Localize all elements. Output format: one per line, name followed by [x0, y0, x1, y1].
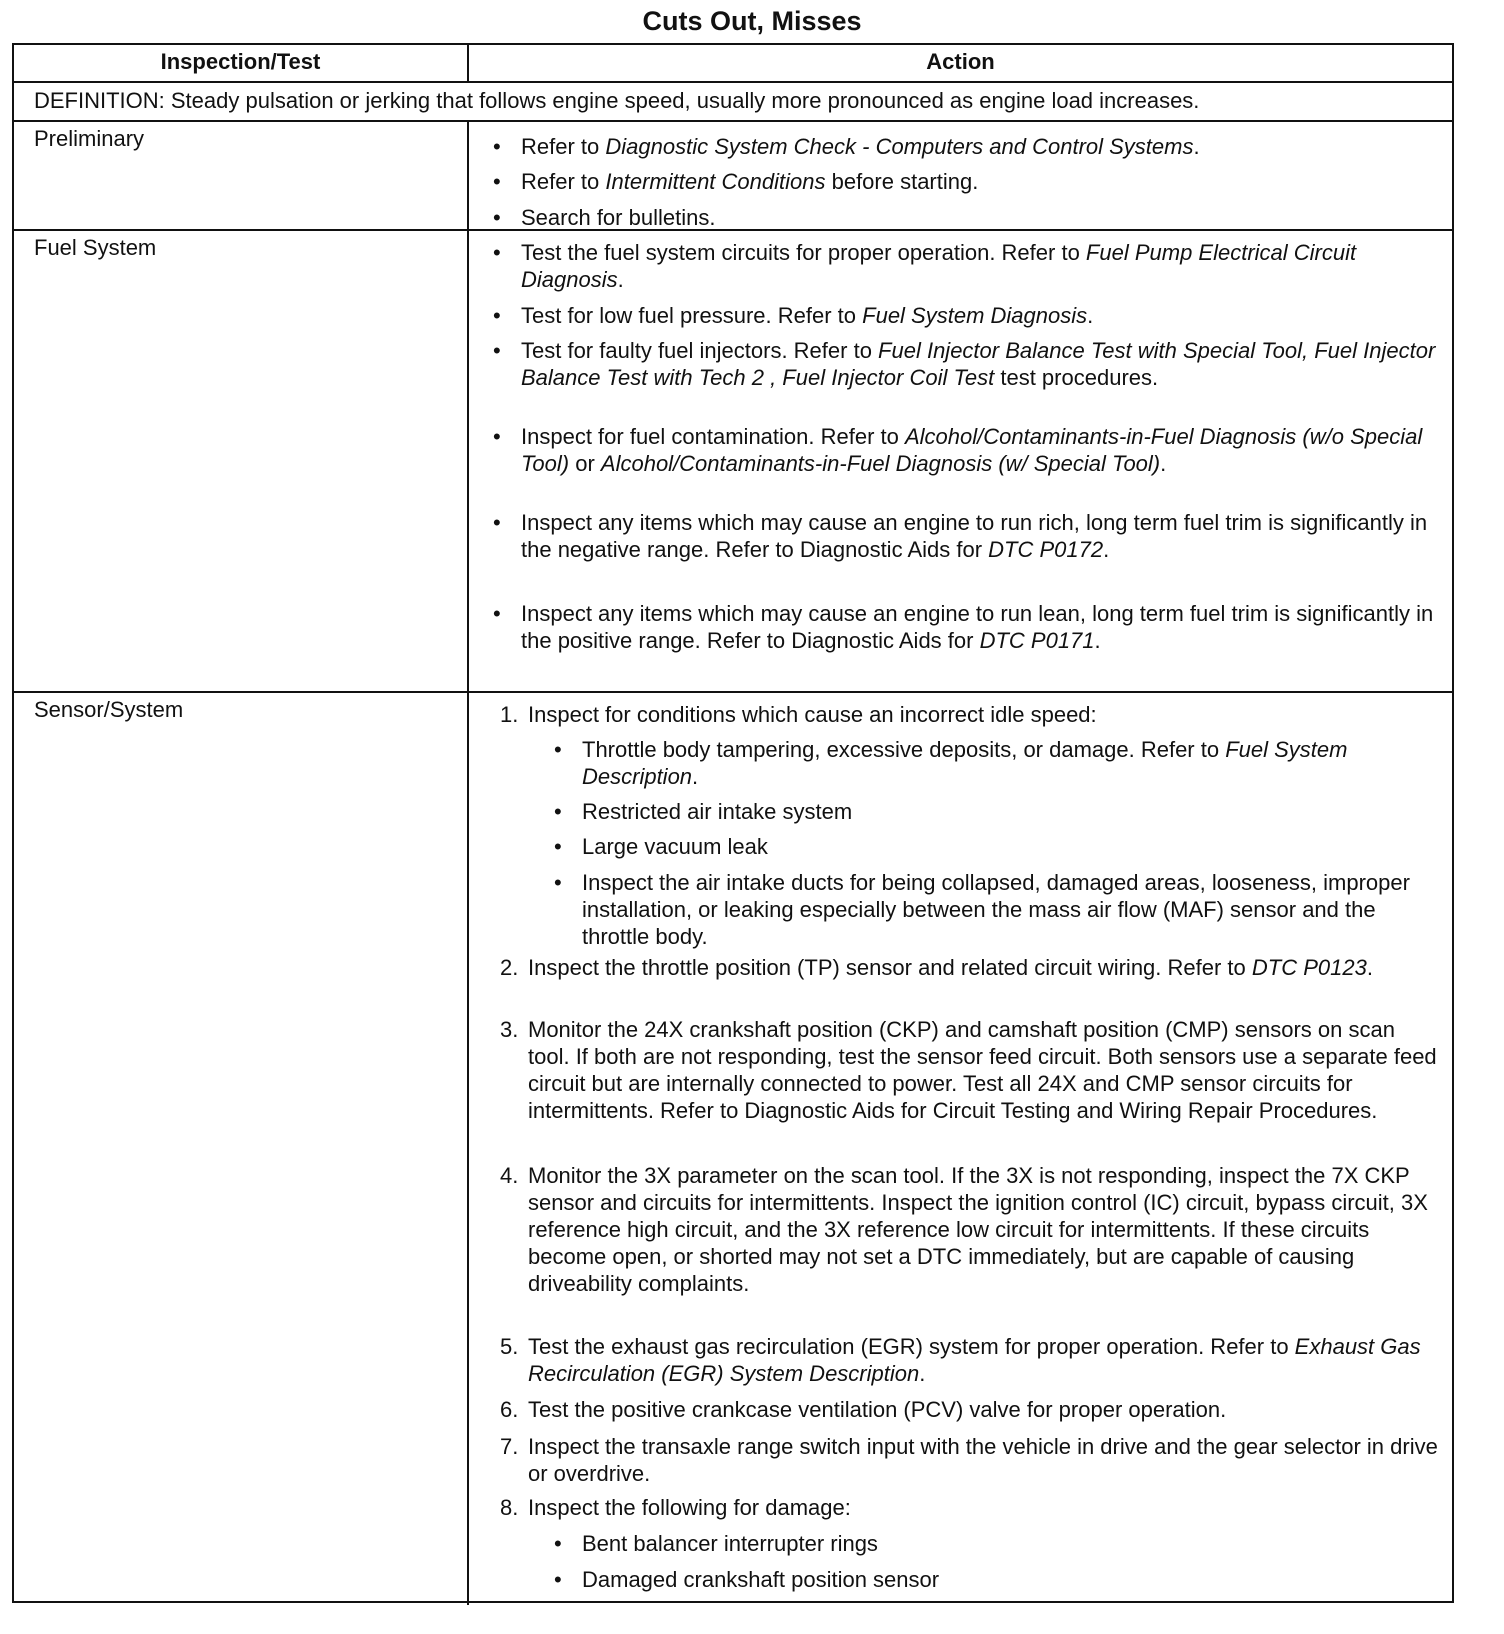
bullet-icon: •	[493, 424, 501, 449]
item-text: .	[1193, 134, 1200, 159]
sub-list-item	[554, 1530, 1440, 1557]
list-item	[493, 302, 1440, 329]
reference-text: Fuel System Description	[582, 737, 1348, 789]
sub-list-item	[554, 869, 1440, 950]
row-label: Fuel System	[34, 235, 157, 260]
reference-text: Fuel Pump Electrical Circuit Diagnosis	[521, 240, 1357, 292]
reference-text: Alcohol/Contaminants-in-Fuel Diagnosis (w/ Special Tool)	[600, 451, 1161, 476]
item-text: Test for faulty fuel injectors. Refer to	[521, 338, 879, 363]
item-text: Refer to	[521, 134, 606, 159]
list-item	[493, 239, 1440, 293]
list-number: 6.	[500, 1397, 519, 1422]
item-text: .	[692, 764, 699, 789]
reference-text: DTC P0171	[979, 628, 1095, 653]
list-item	[500, 701, 1440, 728]
item-text: Damaged crankshaft position sensor	[582, 1567, 940, 1592]
item-text: Monitor the 24X crankshaft position (CKP) and camshaft position (CMP) sensors on scan tool. If both are not responding, test the sensor feed circuit. Both sensors use a separate feed circuit but are internally connected to power. Test all 24X and CMP sensor circuits for intermittents. Refer to Diagnostic Aids for Circuit Testing and Wiring Repair Procedures.	[528, 1017, 1437, 1123]
list-number: 4.	[500, 1163, 519, 1188]
table-row	[14, 231, 1452, 693]
item-text: Large vacuum leak	[582, 834, 768, 859]
item-text: Restricted air intake system	[582, 799, 853, 824]
item-text: Search for bulletins.	[521, 205, 716, 230]
bullet-icon: •	[493, 338, 501, 363]
list-item	[493, 600, 1440, 654]
item-text: Test the exhaust gas recirculation (EGR) system for proper operation. Refer to	[528, 1334, 1295, 1359]
list-number: 7.	[500, 1434, 519, 1459]
page-title: Cuts Out, Misses	[642, 6, 862, 36]
sub-list-item	[554, 736, 1440, 790]
item-text: .	[1087, 303, 1094, 328]
reference-text: Intermittent Conditions	[605, 169, 826, 194]
bullet-icon: •	[554, 1531, 562, 1556]
list-item	[493, 133, 1440, 160]
header-inspection: Inspection/Test	[160, 49, 321, 74]
item-text: Inspect the air intake ducts for being collapsed, damaged areas, looseness, improper installation, or leaking especially between the mass air flow (MAF) sensor and the throttle body.	[582, 870, 1410, 949]
table-row	[14, 693, 1452, 1605]
definition-text: DEFINITION: Steady pulsation or jerking that follows engine speed, usually more pronounced as engine load increases.	[34, 88, 1200, 113]
item-text: Refer to	[521, 169, 606, 194]
list-item	[493, 423, 1440, 477]
bullet-icon: •	[493, 134, 501, 159]
bullet-icon: •	[493, 169, 501, 194]
list-item	[493, 204, 1440, 231]
reference-text: Fuel System Diagnosis	[862, 303, 1088, 328]
item-text: test procedures.	[994, 365, 1159, 390]
header-row	[14, 45, 1452, 83]
list-item	[493, 337, 1440, 391]
bullet-icon: •	[493, 510, 501, 535]
item-text: Test the fuel system circuits for proper operation. Refer to	[521, 240, 1086, 265]
bullet-icon: •	[554, 1567, 562, 1592]
sub-list-item	[554, 1566, 1440, 1593]
bullet-icon: •	[493, 303, 501, 328]
list-item	[500, 954, 1440, 981]
item-text: Inspect the transaxle range switch input with the vehicle in drive and the gear selector in drive or overdrive.	[528, 1434, 1438, 1486]
bullet-icon: •	[493, 240, 501, 265]
item-text: .	[1094, 628, 1101, 653]
item-text: .	[1160, 451, 1167, 476]
list-item	[500, 1433, 1440, 1487]
bullet-icon: •	[554, 737, 562, 762]
item-text: .	[1103, 537, 1110, 562]
item-text: Inspect the throttle position (TP) sensor and related circuit wiring. Refer to	[528, 955, 1252, 980]
item-text: Inspect the following for damage:	[528, 1495, 851, 1520]
item-text: Test for low fuel pressure. Refer to	[521, 303, 863, 328]
reference-text: DTC P0123	[1251, 955, 1367, 980]
list-item	[500, 1016, 1440, 1124]
reference-text: Diagnostic System Check - Computers and Control Systems	[605, 134, 1194, 159]
item-text: Monitor the 3X parameter on the scan tool. If the 3X is not responding, inspect the 7X CKP sensor and circuits for intermittents. Inspect the ignition control (IC) circuit, bypass circuit, 3X reference high circuit, and the 3X reference low circuit for intermittents. If these circuits become open, or shorted may not set a DTC immediately, but are capable of causing driveability complaints.	[528, 1163, 1428, 1296]
item-text: Bent balancer interrupter rings	[582, 1531, 878, 1556]
reference-text: Alcohol/Contaminants-in-Fuel Diagnosis (w/o Special Tool)	[521, 424, 1423, 476]
item-text: .	[919, 1361, 926, 1386]
list-item	[500, 1162, 1440, 1297]
list-item	[493, 509, 1440, 563]
list-number: 5.	[500, 1334, 519, 1359]
item-text: .	[617, 267, 624, 292]
list-item	[500, 1333, 1440, 1387]
definition-row	[14, 83, 1452, 122]
reference-text: Fuel Injector Balance Test with Special Tool, Fuel Injector Balance Test with Tech 2 , Fuel Injector Coil Test	[521, 338, 1436, 390]
bullet-icon: •	[554, 834, 562, 859]
item-text: Test the positive crankcase ventilation (PCV) valve for proper operation.	[528, 1397, 1227, 1422]
list-number: 8.	[500, 1495, 519, 1520]
list-item	[493, 168, 1440, 195]
item-text: Inspect for fuel contamination. Refer to	[521, 424, 905, 449]
bullet-icon: •	[493, 205, 501, 230]
table-row	[14, 122, 1452, 231]
item-text: Inspect any items which may cause an engine to run rich, long term fuel trim is significantly in the negative range. Refer to Diagnostic Aids for	[521, 510, 1428, 562]
list-number: 1.	[500, 702, 519, 727]
list-item	[500, 1396, 1440, 1423]
list-number: 3.	[500, 1017, 519, 1042]
bullet-icon: •	[493, 601, 501, 626]
row-label: Preliminary	[34, 126, 145, 151]
reference-text: Exhaust Gas Recirculation (EGR) System Description	[528, 1334, 1421, 1386]
item-text: or	[569, 451, 601, 476]
sub-list-item	[554, 798, 1440, 825]
diagnostic-table	[12, 43, 1454, 1603]
item-text: .	[1366, 955, 1373, 980]
bullet-icon: •	[554, 799, 562, 824]
item-text: Inspect for conditions which cause an incorrect idle speed:	[528, 702, 1097, 727]
list-number: 2.	[500, 955, 519, 980]
item-text: before starting.	[825, 169, 979, 194]
list-item	[500, 1494, 1440, 1521]
item-text: Inspect any items which may cause an engine to run lean, long term fuel trim is significantly in the positive range. Refer to Diagnostic Aids for	[521, 601, 1434, 653]
sub-list-item	[554, 833, 1440, 860]
reference-text: DTC P0172	[988, 537, 1104, 562]
bullet-icon: •	[554, 870, 562, 895]
header-action: Action	[926, 49, 995, 74]
row-label: Sensor/System	[34, 697, 184, 722]
item-text: Throttle body tampering, excessive deposits, or damage. Refer to	[582, 737, 1226, 762]
